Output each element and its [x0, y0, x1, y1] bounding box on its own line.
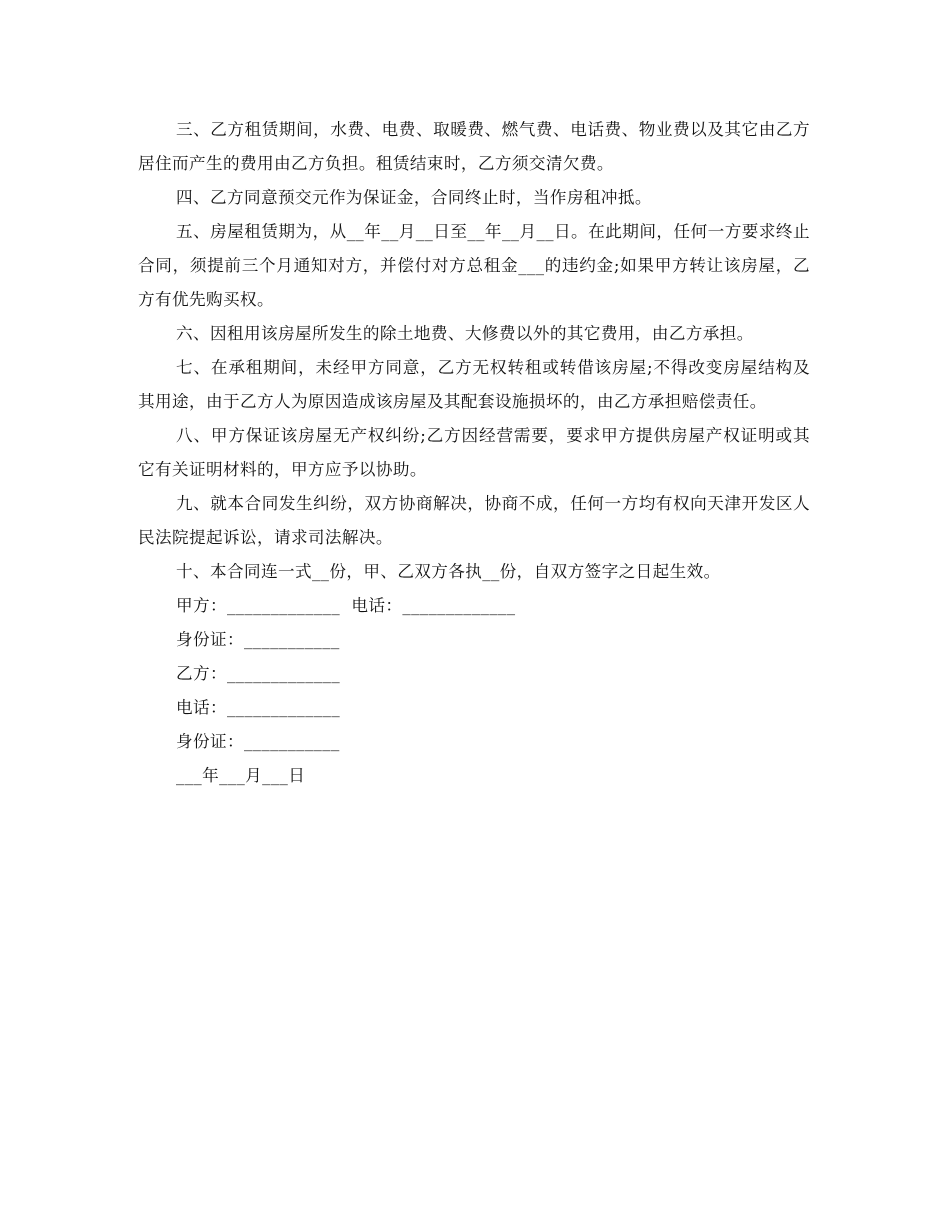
- clause-10: 十、本合同连一式__份，甲、乙双方各执__份，自双方签字之日起生效。: [176, 562, 721, 581]
- phone-b-line: 电话：_____________: [176, 698, 341, 717]
- date-line: ___年___月___日: [176, 766, 306, 785]
- signature-block: [138, 589, 810, 793]
- clause-6: 六、因租用该房屋所发生的除土地费、大修费以外的其它费用，由乙方承担。: [176, 324, 754, 343]
- party-b-line: 乙方：_____________: [176, 664, 341, 683]
- clause-5: 五、房屋租赁期为，从__年__月__日至__年__月__日。在此期间，任何一方要求终止合同，须提前三个月通知对方，并偿付对方总租金___的违约金;如果甲方转让该房屋，乙方有优先购买权。: [138, 222, 810, 309]
- clause-3: 三、乙方租赁期间，水费、电费、取暖费、燃气费、电话费、物业费以及其它由乙方居住而产生的费用由乙方负担。租赁结束时，乙方须交清欠费。: [138, 120, 810, 173]
- clause-4: 四、乙方同意预交元作为保证金，合同终止时，当作房租冲抵。: [176, 188, 652, 207]
- clause-8: 八、甲方保证该房屋无产权纠纷;乙方因经营需要，要求甲方提供房屋产权证明或其它有关证明材料的，甲方应予以协助。: [138, 426, 810, 479]
- clause-9: 九、就本合同发生纠纷，双方协商解决，协商不成，任何一方均有权向天津开发区人民法院提起诉讼，请求司法解决。: [138, 494, 810, 547]
- party-a-line: 甲方：_____________ 电话：_____________: [176, 596, 516, 615]
- contract-body: [138, 113, 810, 793]
- id-b-line: 身份证：___________: [176, 732, 340, 751]
- id-a-line: 身份证：___________: [176, 630, 340, 649]
- clause-7: 七、在承租期间，未经甲方同意，乙方无权转租或转借该房屋;不得改变房屋结构及其用途，由于乙方人为原因造成该房屋及其配套设施损坏的，由乙方承担赔偿责任。: [138, 358, 810, 411]
